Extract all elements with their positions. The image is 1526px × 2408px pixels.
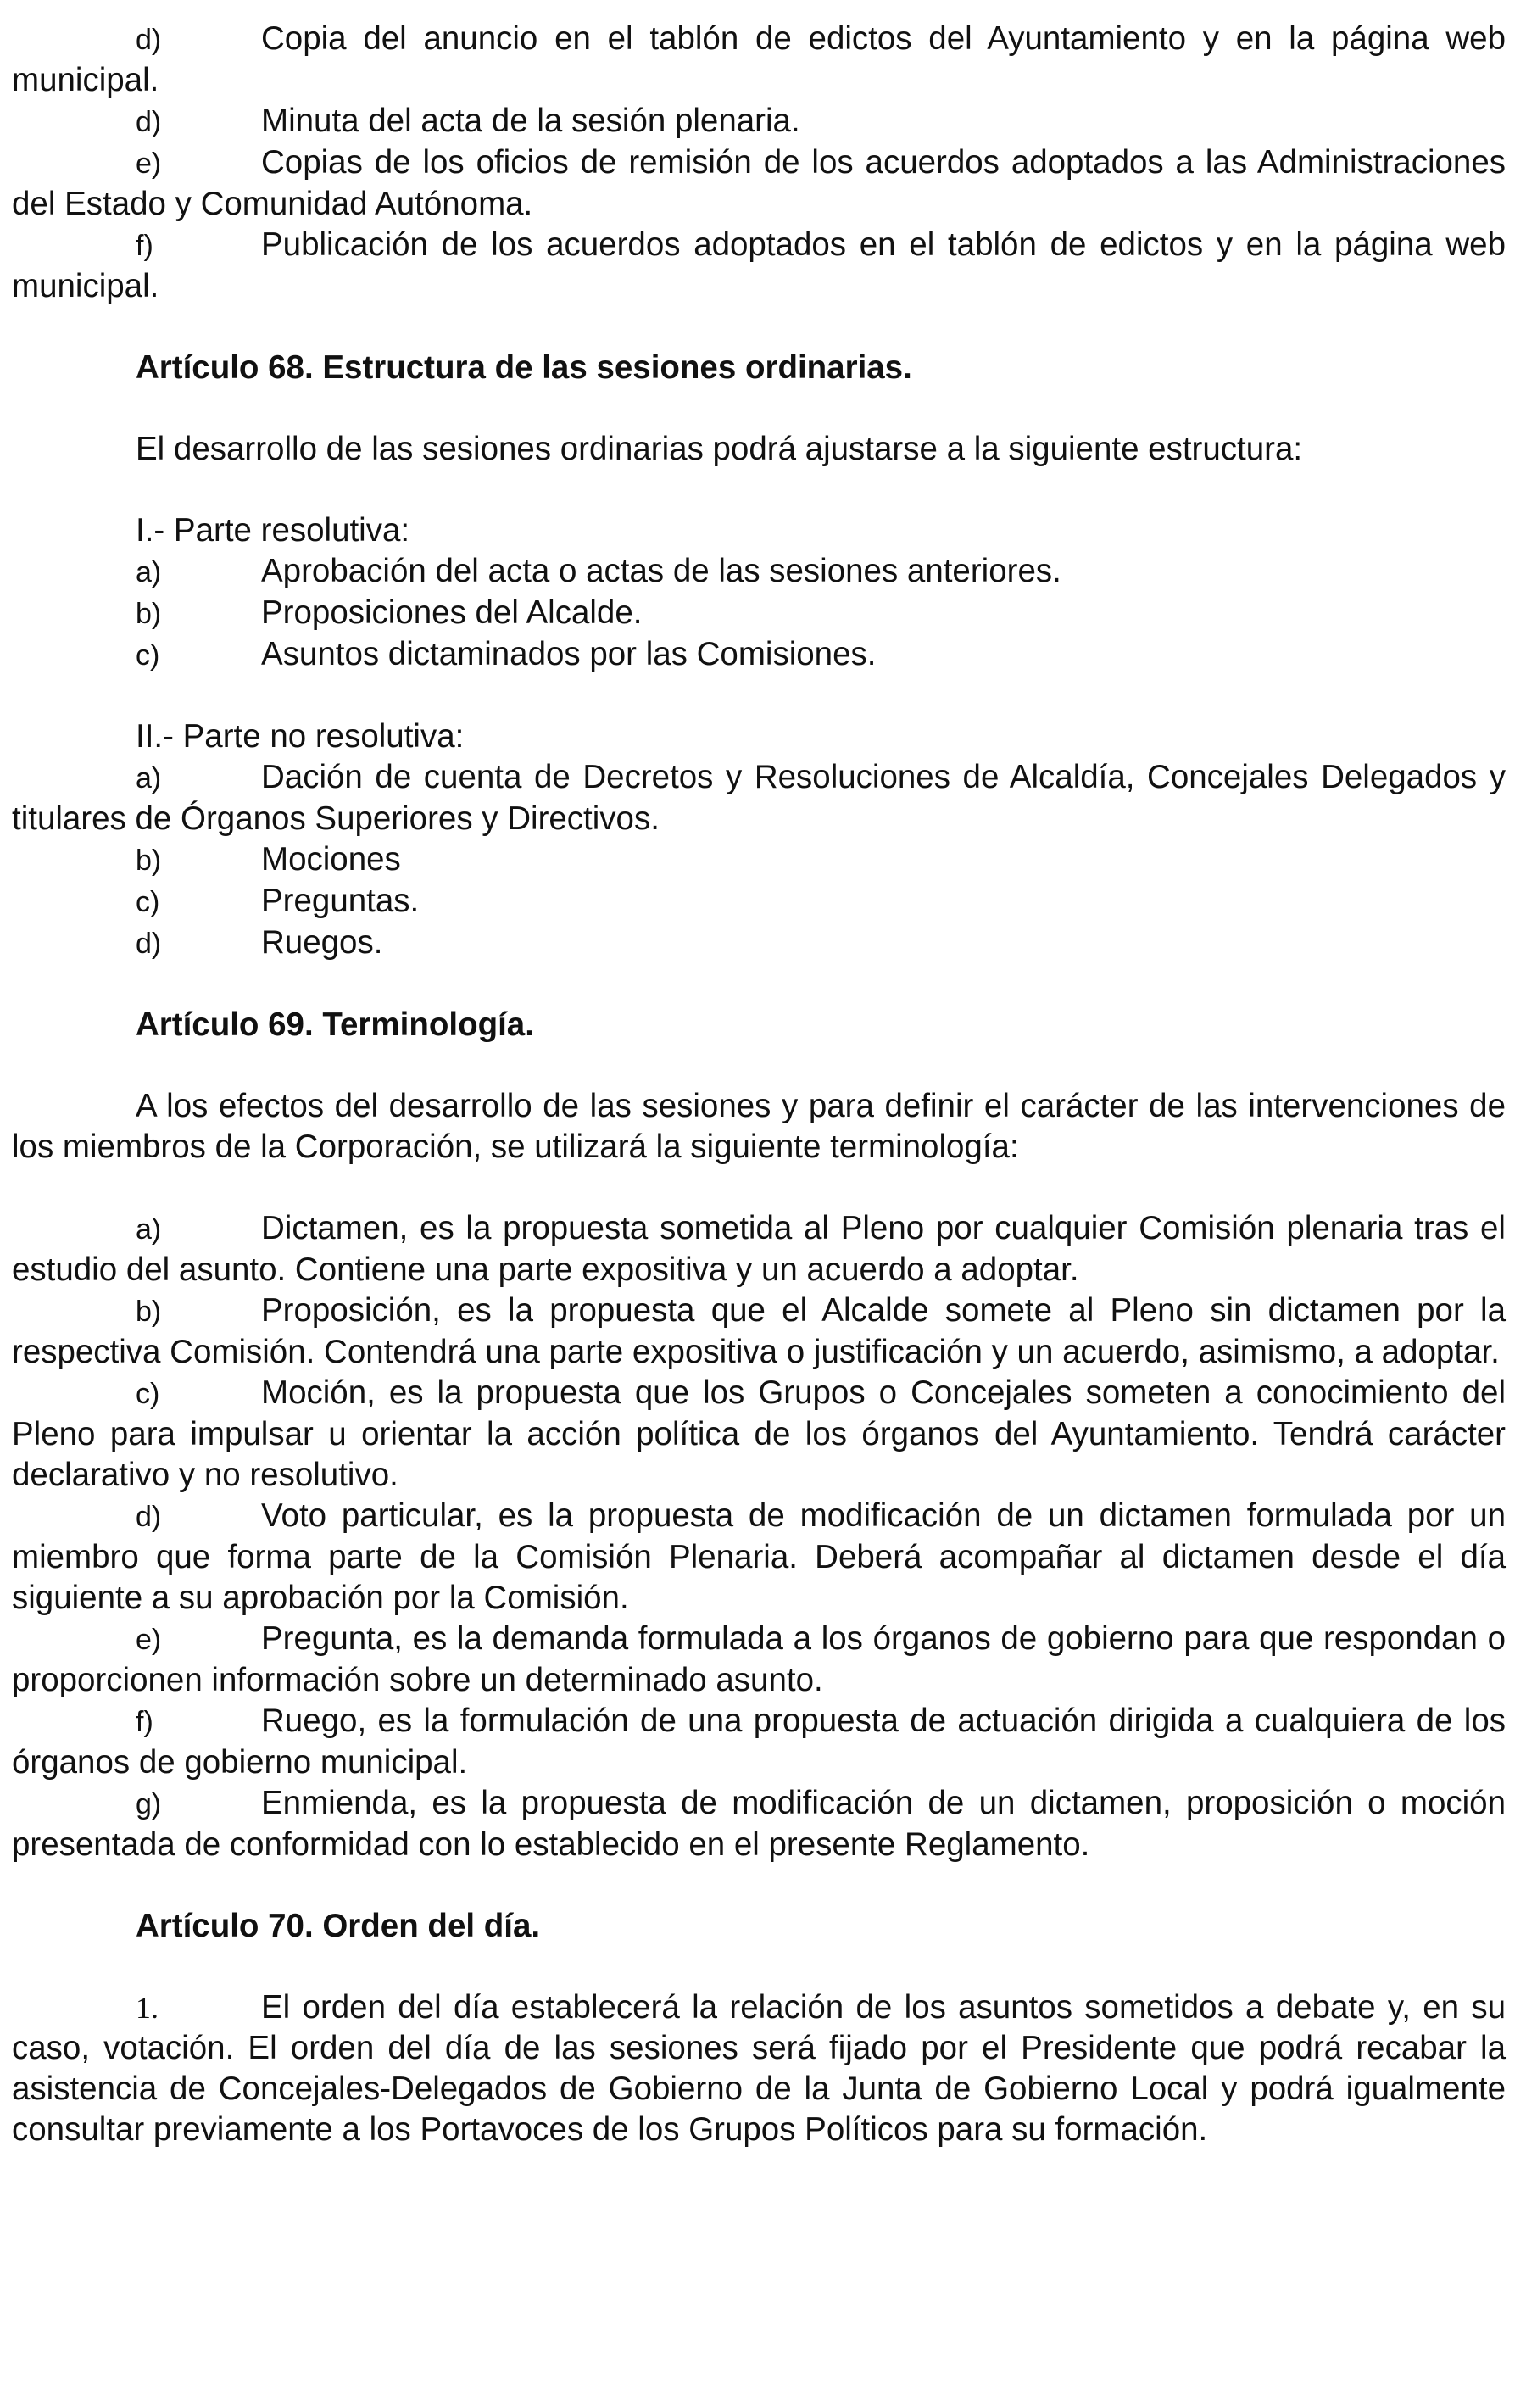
list-item: [12, 757, 1506, 839]
list-item: [12, 225, 1506, 307]
list-marker: d): [136, 928, 162, 960]
list-item-text: Pregunta, es la demanda formulada a los órganos de gobierno para que respondan o proporcionen información sobre un determinado asunto.: [12, 1620, 1506, 1698]
list-item: [12, 101, 1506, 142]
list-item-text: Dación de cuenta de Decretos y Resoluciones de Alcaldía, Concejales Delegados y titulares de Órganos Superiores y Directivos.: [12, 759, 1506, 837]
list-item-text: Moción, es la propuesta que los Grupos o Concejales someten a conocimiento del Pleno para impulsar u orientar la acción política de los órganos del Ayuntamiento. Tendrá carácter declarativo y no resolutivo.: [12, 1374, 1506, 1493]
list-item-text: Proposiciones del Alcalde.: [261, 594, 643, 631]
list-item-text: Dictamen, es la propuesta sometida al Pleno por cualquier Comisión plenaria tras el estudio del asunto. Contiene una parte expositiva y un acuerdo a adoptar.: [12, 1210, 1506, 1288]
list-item: [12, 1987, 1506, 2150]
list-marker: d): [136, 1501, 162, 1533]
list-item-text: Enmienda, es la propuesta de modificación de un dictamen, proposición o moción presentada de conformidad con lo establecido en el presente Reglamento.: [12, 1785, 1506, 1863]
list-marker: b): [136, 1296, 162, 1328]
list-marker: c): [136, 1378, 160, 1410]
list-item: [12, 142, 1506, 225]
list-marker: d): [136, 24, 162, 56]
list-marker: 1.: [136, 1991, 159, 2025]
list-marker: a): [136, 556, 162, 588]
list-marker: c): [136, 639, 160, 672]
list-item-text: Minuta del acta de la sesión plenaria.: [261, 103, 800, 139]
list-item-text: Publicación de los acuerdos adoptados en el tablón de edictos y en la página web municipal.: [12, 226, 1506, 304]
list-marker: e): [136, 1624, 162, 1656]
list-item: [12, 1290, 1506, 1373]
list-marker: e): [136, 148, 162, 180]
list-item: [12, 923, 1506, 964]
list-item-text: Copia del anuncio en el tablón de edictos del Ayuntamiento y en la página web municipal.: [12, 20, 1506, 98]
list-marker: a): [136, 762, 162, 794]
list-item-text: Ruego, es la formulación de una propuesta de actuación dirigida a cualquiera de los órganos de gobierno municipal.: [12, 1703, 1506, 1781]
list-item: [12, 634, 1506, 676]
list-item: [12, 1373, 1506, 1496]
list-marker: b): [136, 598, 162, 630]
list-item: [12, 1619, 1506, 1701]
list-marker: f): [136, 230, 153, 262]
list-item-text: Ruegos.: [261, 924, 383, 961]
list-item: [12, 551, 1506, 593]
document-page: [12, 19, 1506, 2150]
list-item-text: Voto particular, es la propuesta de modificación de un dictamen formulada por un miembro que forma parte de la Comisión Plenaria. Deberá acompañar al dictamen desde el día siguiente a su aprobación por la Comisión.: [12, 1497, 1506, 1616]
list-item-text: Proposición, es la propuesta que el Alcalde somete al Pleno sin dictamen por la respectiva Comisión. Contendrá una parte expositiva o justificación y un acuerdo, asimismo, a adoptar.: [12, 1292, 1506, 1370]
list-marker: f): [136, 1706, 153, 1738]
article-heading: Artículo 69. Terminología.: [136, 1006, 534, 1043]
list-item: [12, 1783, 1506, 1865]
list-item-text: El orden del día establecerá la relación de los asuntos sometidos a debate y, en su caso, votación. El orden del día de las sesiones será fijado por el Presidente que podrá recabar la asistencia de Concejales-Delegados de Gobierno de la Junta de Gobierno Local y podrá igualmente consultar previamente a los Portavoces de los Grupos Políticos para su formación.: [12, 1989, 1506, 2148]
list-item: [12, 1496, 1506, 1619]
body-paragraph: El desarrollo de las sesiones ordinarias podrá ajustarse a la siguiente estructura:: [136, 431, 1303, 467]
list-item-text: Mociones: [261, 841, 401, 878]
list-marker: g): [136, 1788, 162, 1820]
list-marker: a): [136, 1213, 162, 1246]
list-item: [12, 19, 1506, 101]
list-item-text: Preguntas.: [261, 883, 420, 919]
body-paragraph: A los efectos del desarrollo de las sesiones y para definir el carácter de las intervenciones de los miembros de la Corporación, se utilizará la siguiente terminología:: [12, 1088, 1506, 1165]
article-heading: Artículo 70. Orden del día.: [136, 1908, 541, 1944]
body-paragraph: II.- Parte no resolutiva:: [136, 718, 465, 755]
list-marker: d): [136, 106, 162, 138]
body-paragraph: I.- Parte resolutiva:: [136, 512, 410, 549]
list-marker: c): [136, 886, 160, 918]
list-item: [12, 839, 1506, 881]
list-item-text: Asuntos dictaminados por las Comisiones.: [261, 636, 877, 672]
list-item: [12, 1208, 1506, 1290]
list-item-text: Copias de los oficios de remisión de los acuerdos adoptados a las Administraciones del Estado y Comunidad Autónoma.: [12, 144, 1506, 222]
list-item: [12, 881, 1506, 923]
list-item-text: Aprobación del acta o actas de las sesiones anteriores.: [261, 553, 1061, 589]
article-heading: Artículo 68. Estructura de las sesiones ordinarias.: [136, 349, 912, 386]
list-item: [12, 1701, 1506, 1783]
list-marker: b): [136, 844, 162, 877]
list-item: [12, 593, 1506, 634]
